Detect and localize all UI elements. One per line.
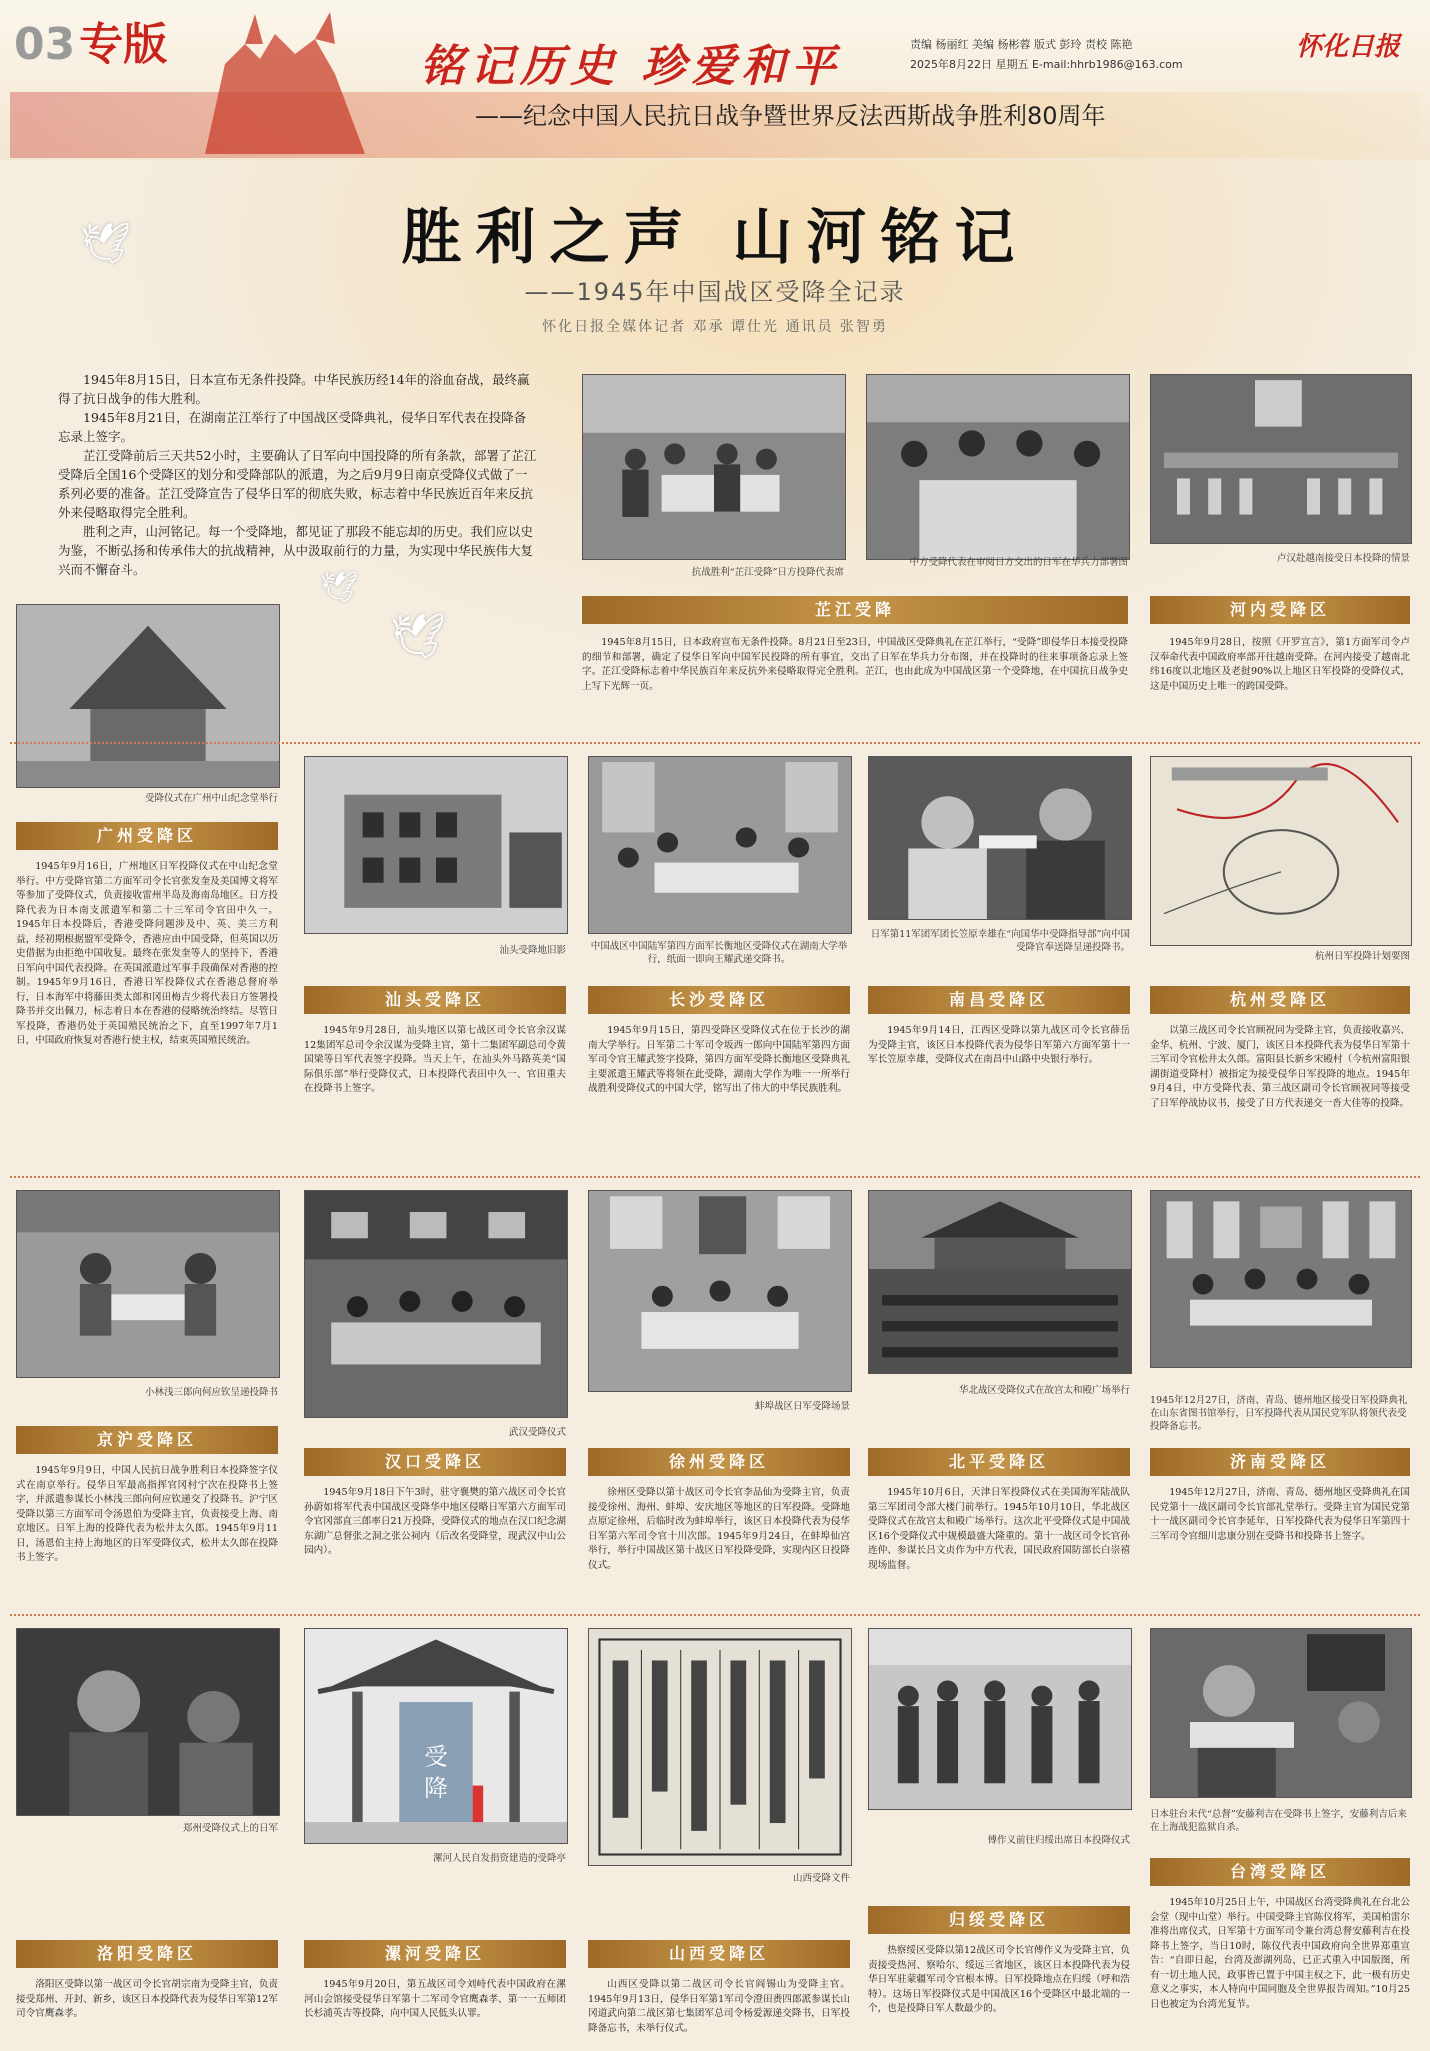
editor-line: 责编 杨丽红 美编 杨彬蓉 版式 彭玲 责校 陈艳 [910,38,1133,51]
shantou-photo [304,756,568,934]
section-body-xuzhou: 徐州区受降以第十战区司令长官李品仙为受降主官，负责接受徐州、海州、蚌埠、安庆地区等地区的日军投降。受降地点原定徐州，后临时改为蚌埠举行，该区日本投降代表为侵华日军第六军司令官十川次郎。1945年9月24日，在蚌埠仙宫举行，举行中国战区第十战区日军投降受降，实现内区日投降仪式。 [588,1487,850,1571]
guangzhou-photo [16,604,280,788]
edition-meta [910,36,1290,72]
hankou-photo [304,1190,568,1418]
jinghu-photo [16,1190,280,1378]
photo-caption: 杭州日军投降计划要图 [1314,951,1410,962]
section-heading-luoyang: 洛阳受降区 [16,1940,278,1968]
section-body-jinghu: 1945年9月9日，中国人民抗日战争胜利日本投降签字仪式在南京举行。侵华日军最高指挥官冈村宁次在投降书上签字，并派遣参谋长小林浅三郎向何应钦递交了投降书。沪宁区受降以第三方面军司令汤恩伯为受降主官，负责接受上海、南京地区。日军上海的投降代表为松井太久郎。1945年9月11日，汤恩伯主持上海地区的日军受降仪式，松井太久郎在投降书上签字。 [16,1465,278,1563]
photo-caption: 漯河人民自发捐资建造的受降亭 [432,1853,566,1864]
jinan-photo [1150,1190,1412,1368]
intro-paragraph: 芷江受降前后三天共52小时，主要确认了日军向中国投降的所有条款，部署了芷江受降后全国16个受降区的划分和受降部队的派遣，为之后9月9日南京受降仪式做了一系列必要的准备。芷江受降宣告了侵华日军的彻底失败，标志着中华民族近百年来反抗外来侵略取得完全胜利。 [58,448,537,520]
dove-icon: 🕊 [390,611,446,662]
zhijiang-photo-2 [866,374,1130,560]
photo-caption: 中方受降代表在审阅日方交出的日军在华兵力部署图 [909,557,1128,568]
section-body-jinan: 1945年12月27日，济南、青岛、德州地区受降典礼在国民党第十一战区副司令长官部礼堂举行。受降主官为国民党第十一战区副司令长官李延年，日军投降代表为侵华日军第四十三军司令官细川忠康分别在受降书和投降书上签字。 [1150,1487,1410,1542]
section-heading-changsha: 长沙受降区 [588,986,850,1014]
photo-caption: 抗战胜利“芷江受降”日方投降代表席 [691,567,844,578]
section-heading-luohe: 漯河受降区 [304,1940,566,1968]
section-body-hangzhou: 以第三战区司令长官顾祝同为受降主官，负责接收嘉兴、金华、杭州、宁波、厦门，该区日本投降代表为侵华日军第十三军司令官松井太久郎。富阳县长新乡宋殿村（今杭州富阳银湖街道受降村）被指定为接受侵华日军投降的地点。1945年9月4日，中方受降代表、第三战区副司令长官顾祝同等接受了日军停战协议书，接受了日方代表递交一沓大佳等的投降。 [1150,1025,1410,1109]
section-body-shantou: 1945年9月28日，汕头地区以第七战区司令长官余汉谋12集团军总司令余汉谋为受降主官，第十二集团军副总司令黄国梁等日军代表签字投降。当天上午，在汕头外马路英美“国际俱乐部”举行受降仪式，日本投降代表田中久一、官田重夫在投降书上签字。 [304,1025,566,1094]
photo-caption: 日军第11军团军团长笠原幸雄在“向国华中受降指导部”向中国受降官奉送降呈递投降书。 [870,929,1130,953]
row-divider [10,1614,1420,1616]
dove-icon: 🕊 [80,221,131,267]
beiping-photo [868,1190,1132,1374]
section-body-changsha: 1945年9月15日，第四受降区受降仪式在位于长沙的湖南大学举行。日军第二十军司令坂西一郎向中国陆军第四方面军司令官王耀武签字投降，第四方面军受降长衡地区受降典礼主要派遣王耀武等将领在此受降，湖南大学作为唯一一所举行战胜利受降仪式的中国大学，铭写出了伟大的中华民族胜利。 [588,1025,850,1094]
changsha-photo [588,756,852,934]
photo-caption: 蚌埠战区日军受降场景 [754,1401,850,1412]
row-divider [10,742,1420,744]
section-body-luoyang: 洛阳区受降以第一战区司令长官胡宗南为受降主官，负责接受郑州、开封、新乡，该区日本投降代表为侵华日军第12军司令官鹰森孝。 [16,1979,278,2019]
hangzhou-map [1150,756,1412,946]
section-heading-xuzhou: 徐州受降区 [588,1448,850,1476]
photo-caption: 华北战区受降仪式在故宫太和殿广场举行 [958,1385,1130,1396]
section-heading-guangzhou: 广州受降区 [16,822,278,850]
guisui-photo [868,1628,1132,1810]
section-body-nanchang: 1945年9月14日，江西区受降以第九战区司令长官薛岳为受降主官，该区日本投降代表为侵华日军第六方面军第十一军长笠原幸雄，受降仪式在南昌中山路中央银行举行。 [868,1025,1130,1065]
section-body-guisui: 热察绥区受降以第12战区司令长官傅作义为受降主官，负责接受热河、察哈尔、绥远三省地区，该区日本投降代表为侵华日军驻蒙疆军司令官根本博。日军投降地点在归绥（呼和浩特）。这场日军投降仪式是中国战区16个受降区中最北端的一个，也是投降日军人数最少的。 [868,1945,1130,2014]
section-heading-beiping: 北平受降区 [868,1448,1130,1476]
main-title: 胜利之声 山河铭记 [401,203,1029,273]
svg-text:受: 受 [424,1742,448,1771]
newspaper-logo: 怀化日报 [1296,32,1401,62]
luohe-photo [304,1628,568,1844]
photo-caption: 山西受降文件 [792,1873,850,1884]
sub-slogan: ——纪念中国人民抗日战争暨世界反法西斯战争胜利80周年 [475,102,1106,130]
section-heading-jinghu: 京沪受降区 [16,1426,278,1454]
section-body-guangzhou: 1945年9月16日，广州地区日军投降仪式在中山纪念堂举行。中方受降官第二方面军司令长官张发奎及美国博文将军等参加了受降仪式，负责接收雷州半岛及海南岛地区。日方投降代表为日本南支派遣军和第二十三军司令官田中久一。1945年日本投降后，香港受降问题涉及中、英、美三方利益，经初期根据盟军受降令，香港应由中国受降，但英国以历史借据为由拒绝中国收复。最终在张发奎等人的坚持下，香港日军向中国代表投降。在英国派遣过军事手段确保对香港的控制。1945年9月16日，香港日军投降仪式在香港总督府举行，日本海军中将藤田类太郎和冈田梅吉少将代表日方签署投降书并交出佩刀，标志着日本在香港的侵略统治终结。尽管日军投降，香港仍处于英国殖民统治之下，直至1997年7月1日，中国政府恢复对香港行使主权，结束英国殖民统治。 [16,861,278,1046]
row-divider [10,1176,1420,1178]
zhijiang-photo-1 [582,374,846,560]
intro-paragraph: 1945年8月15日，日本宣布无条件投降。中华民族历经14年的浴血奋战，最终赢得了抗日战争的伟大胜利。 [58,372,530,406]
section-heading-hanoi: 河内受降区 [1150,596,1410,624]
section-heading-shanxi: 山西受降区 [588,1940,850,1968]
photo-caption: 受降仪式在广州中山纪念堂举行 [144,793,278,804]
section-heading-jinan: 济南受降区 [1150,1448,1410,1476]
sub-title: ——1945年中国战区受降全记录 [524,278,906,306]
section-heading-taiwan: 台湾受降区 [1150,1858,1410,1886]
svg-text:降: 降 [424,1774,448,1803]
xuzhou-photo [588,1190,852,1392]
photo-caption: 武汉受降仪式 [508,1427,566,1438]
section-body-shanxi: 山西区受降以第二战区司令长官阎锡山为受降主官。1945年9月13日，侵华日军第1军司令澄田赉四郎派参谋长山冈道武向第二战区第七集团军总司令杨爱源递交降书，日军投降备忘书，未举行仪式。 [588,1979,850,2034]
taiwan-photo [1150,1628,1412,1798]
edition-label: 专版 [79,19,168,70]
photo-caption: 卢汉赴越南接受日本投降的情景 [1276,553,1410,564]
section-body-beiping: 1945年10月6日，天津日军投降仪式在美国海军陆战队第三军团司令部大楼门前举行。1945年10月10日，华北战区受降仪式在故宫太和殿广场举行。这次北平受降仪式是中国战区16个受降仪式中规模最盛大隆重的。第十一战区司令长官孙连仲、参谋长吕文贞作为中方代表，国民政府国防部长白崇禧现场监督。 [868,1487,1130,1571]
section-body-hanoi: 1945年9月28日，按照《开罗宣言》，第1方面军司令卢汉奉命代表中国政府率部开往越南受降。在河内接受了越南北纬16度以北地区及老挝90%以上地区日军投降的受降仪式，这是中国历史上唯一的跨国受降。 [1150,637,1410,692]
shanxi-document [588,1628,852,1866]
section-heading-hankou: 汉口受降区 [304,1448,566,1476]
photo-caption: 小林浅三郎向何应钦呈递投降书 [144,1387,278,1398]
section-heading-nanchang: 南昌受降区 [868,986,1130,1014]
date-line: 2025年8月22日 星期五 E-mail:hhrb1986@163.com [910,58,1183,71]
hanoi-photo [1150,374,1412,544]
photo-caption: 傅作义前往归绥出席日本投降仪式 [987,1835,1130,1846]
nanchang-photo [868,756,1132,920]
intro-paragraph: 1945年8月21日，在湖南芷江举行了中国战区受降典礼，侵华日军代表在投降备忘录上签字。 [58,410,527,444]
section-heading-guisui: 归绥受降区 [868,1906,1130,1934]
photo-caption: 郑州受降仪式上的日军 [182,1823,278,1834]
section-body-luohe: 1945年9月20日，第五战区司令刘峙代表中国政府在漯河山会馆接受侵华日军第十二军司令官鹰森孝、第一一五师团长杉浦英吉等投降，向中国人民低头认罪。 [304,1979,566,2019]
page-number: 03专版 [14,19,168,70]
soldier-monument-icon [185,4,385,154]
intro-text [58,370,538,579]
section-heading-shantou: 汕头受降区 [304,986,566,1014]
section-heading-hangzhou: 杭州受降区 [1150,986,1410,1014]
photo-caption: 日本驻台末代“总督”安藤利吉在受降书上签字，安藤利吉后来在上海战犯监狱自杀。 [1150,1809,1407,1833]
dove-icon: 🕊 [320,570,359,605]
section-body-taiwan: 1945年10月25日上午，中国战区台湾受降典礼在台北公会堂（现中山堂）举行。中国受降主官陈仪将军，美国柏雷尔准将出席仪式，日军第十方面军司令兼台湾总督安藤利吉在投降书上签字，当日10时，陈仪代表中国政府向全世界郑重宣告：“自即日起，台湾及澎湖列岛，已正式重入中国版图，所有一切土地人民，政事皆已置于中国主权之下，此一极有历史意义之事实，本人特向中国同胞及全世界报告周知。”10月25日也被定为台湾光复节。 [1150,1897,1410,2010]
section-heading-zhijiang: 芷江受降 [582,596,1128,624]
photo-caption: 中国战区中国陆军第四方面军长衡地区受降仪式在湖南大学举行，纸面一即向王耀武递交降书。 [590,941,848,965]
intro-paragraph: 胜利之声，山河铭记。每一个受降地，都见证了那段不能忘却的历史。我们应以史为鉴，不断弘扬和传承伟大的抗战精神，从中汲取前行的力量，为实现中华民族伟大复兴而不懈奋斗。 [58,524,534,577]
byline: 怀化日报全媒体记者 邓承 谭仕光 通讯员 张智勇 [542,319,888,335]
section-body-hankou: 1945年9月18日下午3时，驻守襄樊的第六战区司令长官孙蔚如将军代表中国战区受降华中地区侵略日军第六方面军司令官冈部直三郎率日21万投降，受降仪式的地点在汉口纪念湖东湖广总督张之洞之张公祠内（后改名受降堂，现武汉中山公园内）。 [304,1487,566,1556]
photo-caption: 1945年12月27日，济南、青岛、德州地区接受日军投降典礼在山东省图书馆举行，日军投降代表从国民党军队将领代表受投降备忘书。 [1150,1395,1408,1432]
slogan: 铭记历史 珍爱和平 [420,41,842,92]
luoyang-photo [16,1628,280,1816]
photo-caption: 汕头受降地旧影 [499,945,566,956]
section-body-zhijiang: 1945年8月15日，日本政府宣布无条件投降。8月21日至23日，中国战区受降典礼在芷江举行，“受降”即侵华日本接受投降的细节和部署，确定了侵华日军向中国军民投降的所有事宜，交出了日军在华兵力分布图，并在投降时的往来事项备忘录上签字。芷江受降标志着中华民族百年来反抗外来侵略取得完全胜利。芷江，也由此成为中国战区第一个受降地，在中国抗日战争史上写下光辉一页。 [582,637,1128,692]
